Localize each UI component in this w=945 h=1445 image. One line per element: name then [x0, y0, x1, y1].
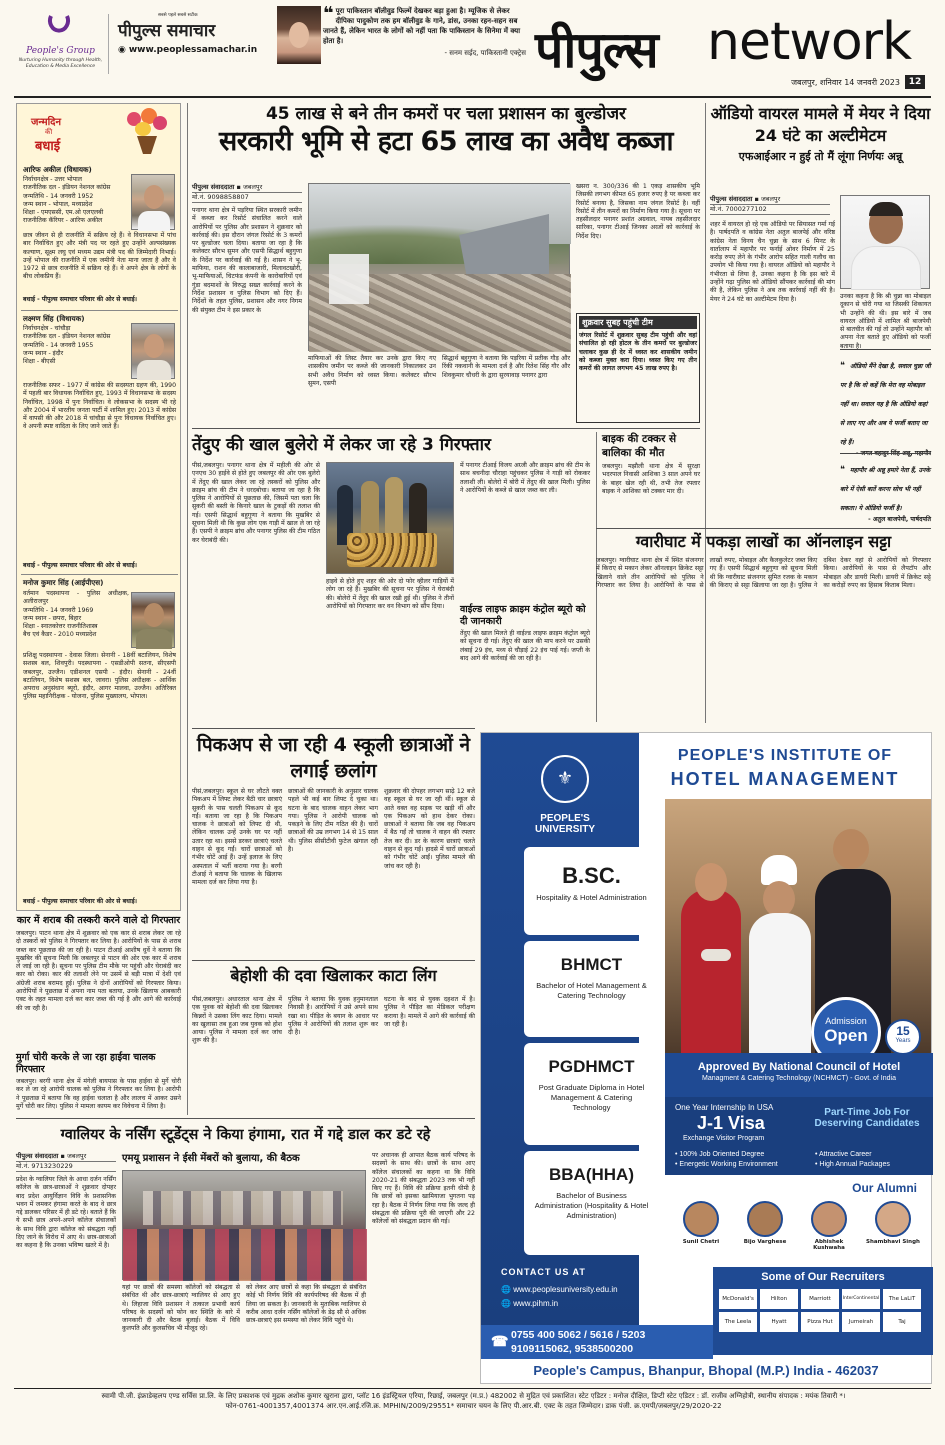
person3-bio: प्रशिक्षु पदस्थापना - देवास जिला। सेनानी - 18वीं बटालियन, विशेष सशस्त्र बल, शिवपुरी। पदस्थापना - एसडीओपी सतना, सीएसपी जबलपुर, उज्जैन। एडीशनल एसपी - इंदौर। सेनानी - 24वीं बटालियन, विशेष सशस्त्र बल, जावरा। पुलिस अधीक्षक - आर्थिक अपराध अनुसंधान ब्यूरो, इंदौर, आगर मालवा, उज्जैन। अतिरिक्त पुलिस महानिरीक्षक - योजना, पुलिस मुख्यालय, भोपाल। — [23, 652, 176, 701]
person2-details — [23, 325, 129, 371]
bulldozer-col4: खसरा न. 300/336 की 1 एकड़ शासकीय भूमि जिसकी लगभग कीमत 65 हजार रुपए है पर कब्जा कर रिसोर्ट बनाया है, जिसका नाम जंगल रिसोर्ट है। वहीं रिसोर्ट में तीन कमरों का निर्माण किया गया है। सूचना पर तहसीलदार पनागर प्रशांत अग्रवाल, नायब तहसीलदार सारिका, पनागर टीआई जिनका अग्र्जों को कार्रवाई के निर्देश दिए। — [576, 183, 700, 240]
peoples-group-logo — [18, 12, 103, 84]
person2-name: लक्ष्मण सिंह (विधायक) — [23, 314, 85, 323]
globe-icon: ◉ — [118, 45, 126, 55]
phone-line-1: 0755 400 5062 / 5616 / 5203 — [511, 1329, 646, 1341]
bulldozer-photo — [308, 183, 570, 351]
bulldozer-byline: पीपुल्स संवाददाता ▪ जबलपुर मो.नं. 9098858807 — [192, 183, 302, 203]
tendua-photo — [326, 462, 454, 574]
quote-icon: ❝ — [840, 361, 845, 371]
tendua-headline: तेंदुए की खाल बुलेरो में लेकर जा रहे 3 गिरफ्तार — [192, 435, 491, 455]
course-desc: Bachelor of Hotel Management & Catering Technology — [536, 981, 647, 1000]
internship-block — [665, 1097, 933, 1175]
detail-line: राजनीतिक दल - इंडियन नेशनल कांग्रेस — [23, 184, 111, 192]
alumni-avatar — [811, 1201, 847, 1237]
course-pgdhmct — [524, 1043, 659, 1145]
alumni-name: Sunil Chetri — [682, 1239, 720, 1245]
bullet-4: • High Annual Packages — [815, 1161, 890, 1168]
years-badge — [885, 1019, 921, 1055]
person2-photo — [131, 323, 175, 379]
dateline: जबलपुर, शनिवार 14 जनवरी 2023 — [791, 78, 900, 87]
detail-line: शिक्षा - स्नातकोत्तर राजनीतिशास्त्र — [23, 623, 98, 631]
intern-text: One Year Internship In USA — [675, 1103, 774, 1112]
bike-body: जबलपुर। मझौली थाना क्षेत्र में सुरक्षा भदरपाल निवासी आशिका 3 साल अपने घर के बाहर खेल रही थी, तभी तेज रफ्तार बाइक ने आशिका को टक्कर मार दी। — [602, 463, 700, 495]
small-brand — [118, 12, 268, 72]
behoshi-col1: पीसं,जबलपुर। अधारताल थाना क्षेत्र में एक युवक को बेहोशी की दवा खिलाकर किन्नरों ने उसका लिंग काट दिया। मामले का खुलासा तब हुआ जब युवक को होश आया। पुलिस ने मामला दर्ज कर जांच शुरू की है। — [192, 996, 282, 1045]
alumni-title: Our Alumni — [852, 1181, 917, 1195]
pickup-col3: शुक्रवार की दोपहर लगभग साढ़े 12 बजे वह स्कूल से घर जा रही थीं। स्कूल से आते वक्त वह सड़क पर खड़ी थीं और एक पिकअप को हाथ देकर रोका। छात्राओं ने बताया कि जब वह पिकअप में बैठ गईं तो चालक ने वाहन की रफ्तार तेज कर दी। डर के कारण छात्राएं चलते वाहन से कूद गईं। हादसे में चारों छात्राओं को गंभीर चोटें आईं। पुलिस मामले की जांच कर रही है। — [384, 788, 475, 870]
parttime-text: Part-Time Job For Deserving Candidates — [814, 1107, 920, 1129]
byline-city: जबलपुर — [66, 1152, 87, 1160]
nursing-col3: को लेकर आए छात्रों से कहा कि संबद्धता से संबंधित कोई भी निर्णय विवि की कार्यपरिषद की बैठक में ही लिया जा सकता है। जानकारी के मुताबिक ग्वालियर से करीब आधा दर्जन नर्सिंग कॉलेजों के डेढ़ सौ से अधिक छात्र-छात्राएं इस समस्या को लेकर विवि पहुंचे थे। — [246, 1284, 366, 1325]
bullet-text: High Annual Packages — [819, 1161, 890, 1168]
course-desc: Hospitality & Hotel Administration — [536, 893, 647, 902]
nursing-col4: पर अचानक ही आपात बैठक कार्य परिषद के सदस्यों के साथ की। छात्रों के साथ आए कॉलेज संचालकों का कहना था कि विवि 2020-21 की संबद्धता 2023 तक भी नहीं किए गए हैं। विवि की प्रक्रिया इतनी धीमी है कि छात्रों को इसका खामियाजा भुगतना पड़ रहा है। बैठक में निर्णय लिया गया कि जल्द ही संबद्धता की प्रक्रिया पूरी की जाएगी और 22 कॉलेजों को संबद्धता प्रदान की गई। — [372, 1152, 475, 1226]
sidebox-body: जंगल रिसोर्ट में शुक्रवार सुबह टीम पहुंची और वहां संचालित हो रही होटल के तीन कमरों पर बुल्डोजर चलाकर कुछ ही देर में ध्वस्त कर शासकीय जमीन को कब्जा मुक्त करा दिया। ध्वस्त किए गए तीन कमरों की लागत लगभग 45 लाख रुपए है। — [579, 332, 697, 373]
course-name: PGDHMCT — [548, 1057, 635, 1076]
logo-name: People's Group — [26, 46, 95, 56]
footer-line-1: स्वामी पी.जी. इंफ्राडेव्हलप एण्ड सर्विस प्रा.लि. के लिए प्रकाशक एवं मुद्रक अशोक कुमार खुराना द्वारा, प्लॉट 16 इंडस्ट्रियल एरिया, रिछाई, जबलपुर (म.प्र.) 482002 से मुद्रित एवं प्रकाशित। स्टेट एडिटर : मनोज दीक्षित, डिप्टी स्टेट एडिटर : डॉ. राजीव अग्निहोत्री, स्थानीय संपादक : मयंक तिवारी *। — [101, 1392, 846, 1400]
behoshi-col2: पुलिस ने बताया कि युवक हनुमानताल निवासी है। आरोपियों ने उसे अपने साथ रखा था। पीड़ित के बयान के आधार पर पुलिस ने आरोपियों की तलाश शुरू कर दी है। — [288, 996, 378, 1037]
course-name: BBA(HHA) — [549, 1165, 634, 1184]
recruiters-title: Some of Our Recruiters — [761, 1271, 885, 1283]
mayor-deck: एफआईआर न हुई तो मैं लूंगा निर्णयः अन्नू — [738, 150, 903, 163]
nursing-sub-headline: एमयू प्रशासन ने ईसी मेंबरों को बुलाया, की बैठक — [122, 1153, 300, 1164]
quote-text: ऑडियो मैंने देखा है, सवाल चुन्ना जी पर है कि वो कहें कि मेरा वह मोबाइल नहीं था। सवाल यह है कि ऑडियो कहां से लाए गए और अब ये फर्जी बताए जा रहे हैं। — [840, 363, 931, 446]
nursing-col2: यहां पर छात्रों की समस्या कॉलेजों को संबद्धता से संबंधित थी और छात्र-छात्राएं ग्वालियर से आए हुए थे। लिहाजा विवि प्रशासन ने तत्काल प्रभावी कार्य परिषद के सदस्यों को फोन कर स्थिति के बारे में जानकारी दी और बैठक बुलाई। बैठक में विवि कुलपति और कुलसचिव भी मौजूद रहे। — [122, 1284, 240, 1333]
web-text: www.peoplesuniversity.edu.in — [513, 1285, 618, 1294]
recruiter-logo: Hilton — [760, 1289, 798, 1309]
bulldozer-col2: माफियाओं की लिस्ट तैयार कर उनके द्वारा किए गए शासकीय जमीन पर कब्जे की जानकारी निकालकर उन सभी अवैध निर्माण को ध्वस्त किया। कलेक्टर सौरभ सुमन, एसपी — [308, 355, 436, 387]
detail-line: शिक्षा - एमएससी, एम.ओ एलएलबी — [23, 209, 104, 217]
page-number: 12 — [905, 75, 925, 89]
alumni-name: Shambhavi Singh — [866, 1239, 920, 1245]
bulldozer-kicker: 45 लाख से बने तीन कमरों पर चला प्रशासन का बुल्डोजर — [265, 104, 627, 124]
detail-line: जन्म स्थान - भोपाल, मध्यप्रदेश — [23, 200, 93, 208]
bulldozer-col1: पनागर थाना क्षेत्र में पड़रिया स्थित सरकारी जमीन में कब्जा कर रिसोर्ट संचालित करने वाले आरोपियों पर पुलिस और प्रशासन ने शुक्रवार को कार्रवाई की। इस दौरान जंगल रिसोर्ट के 3 कमरों पर बुल्डोजर चला दिया। बताया जा रहा है कि कलेक्टर सौरभ सुमन और एसपी सिद्धार्थ बहुगुणा के निर्देश पर कार्रवाई की गई है। शासन ने भू-माफिया, राशन की कालाबाजारी, मिलावटखोरी, भू-माफियाओं, चिटफंड कंपनी के कारोबारियों एवं गुंडा बदमाशों के विरुद्ध सख्त कार्रवाई करने के निर्देश प्रशासन व पुलिस विभाग को दिए हैं। निर्देशों के तहत पुलिस, प्रशासन और नगर निगम की संयुक्त टीम ने इस प्रकार के — [192, 207, 302, 314]
bullet-text: 100% Job Oriented Degree — [679, 1151, 765, 1158]
mayor-story — [710, 103, 931, 525]
contact-web-2: 🌐 www.pihm.in — [501, 1299, 559, 1308]
byline-phone: मो.नं. 9713230229 — [16, 1161, 116, 1172]
person2-bio: राजनीतिक सफर - 1977 में कांग्रेस की सदस्यता ग्रहण की, 1990 में पहली बार विधायक निर्वाचित हुए, 1993 में विधानसभा के सदस्य निर्वाचित, 1998 में पुनः निर्वाचित। वे लोकसभा के सदस्य भी रहे और 2004 में भारतीय जनता पार्टी में शामिल हुए। 2013 में कांग्रेस में वापसी की और 2018 में चांचौड़ा से पुनः विधायक निर्वाचित हुए। वे अपनी स्पष्ट वादिता के लिए जाने जाते हैं। — [23, 382, 176, 431]
bullet-2: • Energetic Working Environment — [675, 1161, 778, 1168]
tendua-col2: हाइवे से होते हुए शहर की ओर दो फोर व्हीलर गाड़ियों में लोग जा रहे हैं। मुखबिर की सूचना पर पुलिस ने घेराबंदी की। बोलेरो में तेंदुए की खाल रखी हुई थी। पुलिस ने तीनों आरोपियों को गिरफ्तार कर वन विभाग को सौंप दिया। — [326, 578, 454, 610]
recruiter-logo: InterContinental — [842, 1289, 880, 1309]
nursing-byline: पीपुल्स संवाददाता ▪ जबलपुर मो.नं. 9713230229 — [16, 1152, 116, 1172]
bullet-text: Energetic Working Environment — [679, 1161, 778, 1168]
detail-line: वर्तमान पदस्थापना - पुलिस अधीक्षक, अलीराजपुर — [23, 590, 129, 606]
approved-line-1: Approved By National Council of Hotel — [697, 1061, 901, 1073]
wine-body: जबलपुर। पाटन थाना क्षेत्र में शुक्रवार को एक कार से शराब लेकर जा रहे दो तस्करों को पुलिस ने गिरफ्तार कर लिया है। आरोपियों के पास से शराब जब्त कर पूछताछ की जा रही है। पाटन टीआई आशीष धुर्वे ने बताया कि मुखबिर की सूचना मिली कि जबलपुर से पाटन की ओर एक कार में शराब ले जाई जा रही है। सूचना पर पुलिस टीम मौके पर पहुंची और घेराबंदी कर कार को रोका। कार की तलाशी लेने पर उसमें से बड़ी मात्रा में देशी एवं अंग्रेजी शराब बरामद हुई। पुलिस ने दोनों आरोपियों को गिरफ्तार किया। आरोपियों ने पूछताछ में अपना नाम पता बताया, उनके खिलाफ आबकारी एक्ट के तहत मामला दर्ज कर कार जब्त की गई है और आगे की कार्रवाई की जा रही है। — [16, 930, 181, 1012]
years-number: 15 — [896, 1024, 910, 1038]
mayor-col2: उनका कहना है कि श्री चुन्ना का मोबाइल दूकान से चोरी गया था जिसकी शिकायत भी उन्होंने की थी। इस बारे में जब वायरल ऑडियो में शामिल श्री बाजपेयी से बातचीत की गई तो उन्होंने महापौर को अपना नेता बताते हुए ऑडियो को फर्जी बताया है। — [840, 293, 931, 350]
years-label: Years — [895, 1038, 911, 1044]
byline-phone: मो.नं. 9098858807 — [192, 192, 302, 203]
recruiter-logos — [713, 1283, 933, 1332]
website: www.peoplessamachar.in — [128, 45, 258, 55]
alumni-card — [671, 1201, 731, 1245]
recruiter-logo: Jumeirah — [842, 1312, 880, 1332]
chicken-body: जबलपुर। बरगी थाना क्षेत्र में मंगेली बायपास के पास हाईवा से मुर्गे चोरी कर ले जा रहे आरोपी चालक को पुलिस ने गिरफ्तार कर लिया है। आरोपी ने पूछताछ में बताया कि वह हाईवा चलाता है और लालच में आकर उसने मुर्गे चोरी कर लिए। पुलिस ने मामला कायम कर विवेचना में लिया है। — [16, 1078, 181, 1110]
satta-story — [596, 528, 931, 726]
byline-name: पीपुल्स संवाददाता — [16, 1152, 59, 1160]
brand-kicker: सबसे पहले सबसे सटीक — [158, 13, 198, 18]
pickup-col1: पीसं,जबलपुर। स्कूल से घर लौटते वक्त पिकअप में लिफ्ट लेकर बैठी चार छात्राएं सुकरी के पास चलती पिकअप से कूद गईं। बताया जा रहा है कि पिकअप चालक ने छात्राओं को लिफ्ट दी थी, लेकिन चालक उन्हें उनके घर पर नहीं उतार रहा था। इससे डरकर छात्राएं चलते वाहन से कूद गईं। चारों छात्राओं को गंभीर चोटें आई हैं। उन्हें इलाज के लिए अस्पताल में भर्ती कराया गया है। बरगी टीआई ने बताया कि चालक के खिलाफ मामला दर्ज कर लिया गया है। — [192, 788, 282, 887]
byline-name: पीपुल्स संवाददाता — [192, 183, 235, 191]
bulldozer-col3: सिद्धार्थ बहुगुणा ने बताया कि पड़रिया में प्रतीक गौड़ और रिंकी नकवानी के मामला दर्ज है और रितेश सिंह गौर और शिवकुमार चौधरी के द्वारा सुरयावाड़ पनागर द्वारा — [442, 355, 570, 379]
quote-by: - अतुल बाजपेयी, पार्षदपति — [868, 516, 931, 523]
nursing-story — [16, 1120, 475, 1384]
alumni-avatar — [747, 1201, 783, 1237]
recruiter-logo: Marriott — [801, 1289, 839, 1309]
recruiter-logo: The Leela — [719, 1312, 757, 1332]
quote-icon: ❝ — [840, 465, 845, 475]
alumni-row — [671, 1201, 929, 1265]
detail-line: बैच एवं कैडर - 2010 मध्यप्रदेश — [23, 631, 97, 639]
alumni-card — [735, 1201, 795, 1245]
person3-wish: बधाई - पीपुल्स समाचार परिवार की ओर से बधाई। — [23, 898, 137, 905]
wine-headline: कार में शराब की तस्करी करने वाले दो गिरफ्तार — [16, 915, 181, 926]
footer-line-2: फोन-0761-4001357,4001374 आर.एन.आई.रजि.क्र. MPHIN/2009/29551* समाचार चयन के लिए पी.आर.बी. एक्ट के तहत जिम्मेदार। डाक पंजी. क्र.एमपी/जबलपुर/29/2020-22 — [225, 1402, 722, 1410]
behoshi-story — [192, 964, 475, 1116]
detail-line: जन्मतिथि - 14 जनवरी 1969 — [23, 606, 94, 614]
bulldozer-story — [192, 103, 700, 426]
birthday-heading-1: जन्मदिन — [31, 117, 62, 128]
nursing-photo — [122, 1170, 366, 1280]
course-bhmct — [524, 941, 659, 1037]
person2-wish: बधाई - पीपुल्स समाचार परिवार की ओर से बधाई। — [23, 562, 137, 569]
mayor-headline: ऑडियो वायरल मामले में मेयर ने दिया 24 घंटे का अल्टीमेटम — [710, 104, 931, 145]
satta-headline: ग्वारीघाट में पकड़ा लाखों का ऑनलाइन सट्टा — [635, 532, 892, 551]
detail-line: निर्वाचनक्षेत्र - चांचौड़ा — [23, 325, 71, 332]
pickup-col2: छात्राओं की जानकारी के अनुसार चालक पहले भी कई बार लिफ्ट दे चुका था। घटना के बाद चालक वाहन लेकर भाग गया। पुलिस ने आरोपी चालक को पकड़ने के लिए टीम गठित की है। चारों छात्राओं की उम्र लगभग 14 से 15 साल थी। पुलिस सीसीटीवी फुटेज खंगाल रही है। — [288, 788, 378, 854]
tendua-story — [192, 432, 590, 722]
byline-name: पीपुल्स संवाददाता — [710, 195, 753, 203]
approved-line-2: Managment & Catering Technology (NCHMCT) - Govt. of India — [701, 1075, 896, 1082]
bullet-3: • Attractive Career — [815, 1151, 872, 1158]
course-desc: Post Graduate Diploma in Hotel Management & Catering Technology — [538, 1083, 645, 1112]
actress-photo — [277, 6, 321, 64]
person1-bio: छात्र जीवन से ही राजनीति में सक्रिय रहे हैं। वे विधानसभा में पांच बार निर्वाचित हुए और मंत्री पद पर रहते हुए उन्होंने अल्पसंख्यक कल्याण, सूक्ष्म लघु एवं मध्यम उद्यम मंत्री पद की जिम्मेदारी निभाई। उन्हें भोपाल की राजनीति में एक जमीनी नेता माना जाता है और वे 1972 से छात्र राजनीति में सक्रिय रहे हैं। वे अपने क्षेत्र के लोगों के बीच लोकप्रिय हैं। — [23, 232, 176, 281]
phone-line-2: 9109115062, 9538500200 — [511, 1343, 634, 1355]
course-bba — [524, 1151, 659, 1255]
birthday-heading-2: की — [45, 128, 53, 136]
bike-headline: बाइक की टक्कर से बालिका की मौत — [602, 433, 677, 459]
behoshi-headline: बेहोशी की दवा खिलाकर काटा लिंग — [230, 966, 437, 985]
paper-title-network: network — [707, 12, 912, 72]
person1-name: आरिफ अकील (विधायक) — [23, 165, 92, 174]
brand-small-title: पीपुल्स समाचार — [118, 21, 216, 41]
pickup-headline: पिकअप से जा रही 4 स्कूली छात्राओं ने लगाई छलांग — [196, 734, 471, 782]
detail-line: राजनीतिक दल - इंडियन नेशनल कांग्रेस — [23, 333, 111, 341]
masthead — [0, 0, 945, 100]
mayor-photo — [840, 195, 930, 289]
phone-strip — [481, 1325, 713, 1359]
course-desc: Bachelor of Business Administration (Hospitality & Hotel Administration) — [534, 1191, 649, 1220]
mayor-quote-1 — [840, 349, 931, 457]
quote-author: - सनम सईद, पाकिस्तानी एक्ट्रेस — [444, 49, 526, 57]
recruiter-logo: Hyatt — [760, 1312, 798, 1332]
chicken-story — [16, 1052, 181, 1114]
course-name: BHMCT — [560, 955, 623, 974]
university-emblem — [541, 755, 589, 803]
nursing-headline: ग्वालियर के नर्सिंग स्टूडेंट्स ने किया हंगामा, रात में गद्दे डाल कर डटे रहे — [60, 1127, 431, 1143]
detail-line: जन्म स्थान - इंदौर — [23, 349, 64, 357]
person3-name: मनोज कुमार सिंह (आईपीएस) — [23, 578, 104, 587]
recruiter-logo: The LaLiT — [883, 1289, 921, 1309]
bullet-1: • 100% Job Oriented Degree — [675, 1151, 765, 1158]
lamp-icon: ⚜ — [556, 768, 574, 789]
birthday-section — [16, 103, 181, 911]
tendua-col3: में पनागर टीआई विजय अग्र्जी और क्राइम ब्रांच की टीम के साथ बचनीदा चौराहा पहुंचकर पुलिस ने गाड़ी को रोककर तलाशी ली। बोलेरो में बोरी में तेंदुए की खाल मिली। पुलिस ने आरोपियों के कब्जे से खाल जब्त कर ली। — [460, 462, 590, 494]
quote-text: पूरा पाकिस्तान बॉलीवुड फिल्में देखकर बड़ा हुआ है। म्यूजिक से लेकर दीपिका पादुकोण तक हम बॉलीवुड के गाने, डांस, उनका रहन-सहन सब जानते हैं, लेकिन भारत के लोगों को नहीं पता कि पाकिस्तान के सिनेमा में क्या होता है। — [323, 7, 521, 45]
detail-line: जन्म स्थान - छपरा, बिहार — [23, 614, 82, 622]
chicken-headline: मुर्गा चोरी करके ले जा रहा हाईवा चालक गिरफ्तार — [16, 1052, 156, 1075]
contact-web-1: 🌐 www.peoplesuniversity.edu.in — [501, 1285, 618, 1294]
logo-tagline: Nurturing Humanity through Health, Education & Media Excellence — [18, 58, 103, 69]
admission-line-1: Admission — [825, 1016, 867, 1026]
alumni-avatar — [683, 1201, 719, 1237]
sidebox-title: शुक्रवार सुबह पहुंची टीम — [579, 316, 697, 329]
campus-address: People's Campus, Bhanpur, Bhopal (M.P.) India - 462037 — [481, 1359, 931, 1383]
behoshi-col3: घटना के बाद से युवक दहशत में है। पुलिस ने पीड़ित का मेडिकल परीक्षण कराया है। मामले में आगे की कार्रवाई की जा रही है। — [384, 996, 475, 1028]
person1-photo — [131, 174, 175, 230]
horseshoe-logo-icon — [44, 12, 74, 42]
visa-sub: Exchange Visitor Program — [683, 1135, 765, 1142]
bullet-text: Attractive Career — [819, 1151, 872, 1158]
satta-body: जबलपुर। ग्वारीघाट थाना क्षेत्र में स्थित संजनगर में किराए से मकान लेकर ऑनलाइन क्रिकेट सट्टा खिलाने वाले तीन आरोपियों को पुलिस ने गिरफ्तार कर लिया है। आरोपियों के पास से लाखों रुपए, मोबाइल और कैलकुलेटर जब्त किए गए हैं। एसपी सिद्धार्थ बहुगुणा को सूचना मिली थी कि ग्वारीघाट संजनगर सुमित रजक के मकान की किराए से सट्टा खिलाया जा रहा है। पुलिस ने दबिश देकर वहां से आरोपियों को गिरफ्तार किया। आरोपियों के पास से लैपटॉप और मोबाइल और डायरी मिली। डायरी में क्रिकेट सट्टे का करोड़ों रुपए का हिसाब किताब मिला। — [596, 557, 931, 589]
approved-banner — [665, 1053, 933, 1097]
person3-photo — [131, 592, 175, 648]
tendua-sub-body: तेंदुए की खाल मिलते ही वाईल्ड लाइफ क्राइम कंट्रोल ब्यूरो को सूचना दी गई। तेंदुए की खाल की माप करने पर उसकी लंबाई 29 इंच, मध्य से चौड़ाई 22 इंच पाई गई। जप्ती के बाद आगे की कार्रवाई की जा रही है। — [460, 630, 590, 662]
birthday-header — [17, 104, 182, 160]
contact-title: CONTACT US AT — [501, 1267, 586, 1277]
masthead-quote-box — [323, 3, 526, 82]
mayor-quote-2 — [840, 453, 931, 523]
course-bsc — [524, 847, 659, 935]
person3-details — [23, 590, 129, 650]
visa-text: J-1 Visa — [697, 1113, 765, 1133]
pickup-story — [192, 732, 475, 957]
alumni-card — [799, 1201, 859, 1251]
recruiters-block — [713, 1267, 933, 1355]
detail-line: जन्मतिथि - 14 जनवरी 1952 — [23, 192, 94, 200]
detail-line: शिक्षा - बीएसी — [23, 358, 56, 366]
wine-story — [16, 915, 181, 1050]
detail-line: जन्मतिथि - 14 जनवरी 1955 — [23, 341, 94, 349]
paper-title — [535, 12, 935, 79]
detail-line: राजनीतिक कॅरियर - आरिफ अकील — [23, 217, 103, 225]
tendua-sub-headline: वाईल्ड लाइफ क्राइम कंट्रोल ब्यूरो को दी जानकारी — [460, 604, 586, 627]
quote-by: - जगत बहादुर सिंह अन्नू, महापौर — [855, 450, 931, 457]
ad-title-2: HOTEL MANAGEMENT — [670, 769, 900, 789]
byline-city: जबलपुर — [760, 195, 781, 203]
footer-imprint — [16, 1391, 931, 1427]
tendua-col1: पीसं,जबलपुर। पनागर थाना क्षेत्र में महीली की ओर से एनएच 30 हाईवे से होते हुए जबलपुर की ओर एक बुलेरो में तेंदुए की खाल लेकर जा रहे तस्करों को पुलिस और क्राइम ब्रांच की टीम ने धरदबोचा। बताया जा रहा है कि पुलिस ने आरोपियों से पूछताछ की, जिसमें पता चला कि सुकरी की बस्ती के किनारे खाल के टुकड़ों की तलाश की गई। एसपी सिद्धार्थ बहुगुणा ने बताया कि मुखबिर से सूचना मिली थी कि कुछ लोग एक गाड़ी में खाल ले जा रहे हैं। एसपी ने क्राइम ब्रांच और पनागर पुलिस की टीम गठित कर घेराबंदी की। — [192, 462, 320, 544]
staff-photo — [665, 799, 931, 1053]
birthday-heading-3: बधाई — [35, 139, 61, 154]
quote-icon: ❝ — [323, 3, 334, 24]
alumni-name: Abhishek Kushwaha — [813, 1239, 845, 1251]
mayor-col1: शहर में वायरल हो रहे एक ऑडियो पर सियासत गर्मा गई है। पार्षदपति व कांग्रेस नेता अतुल बाजपेई और वरिष्ठ कांग्रेस नेता विनय चैन चुन्ना के साथ 6 मिनट के वार्तालाप में महापौर पर फर्नाई ओवर निर्माण में 25 करोड़ रुपए लेने के गंभीर आरोप सहित गाली गलौच का उपयोग भी किया गया है। वायरल ऑडियो को महापौर ने गंभीरता से लिया है, उनका कहना है कि इस बारे में उन्होंने गढ़ा पुलिस को ऑडियो सौंपकर कार्रवाई की मांग की है, लेकिन पुलिस ने अब तक कार्रवाई नहीं की है। मेयर ने 24 घंटे का अल्टीमेटम दिया है। — [710, 221, 835, 303]
recruiter-logo: McDonald's — [719, 1289, 757, 1309]
bulldozer-headline: सरकारी भूमि से हटा 65 लाख का अवैध कब्जा — [219, 126, 673, 157]
course-name: B.SC. — [562, 863, 621, 888]
alumni-name: Bijo Varghese — [743, 1239, 787, 1245]
alumni-avatar — [875, 1201, 911, 1237]
mayor-byline: पीपुल्स संवाददाता ▪ जबलपुर मो.नं. 7000277102 — [710, 195, 830, 215]
bulldozer-sidebox — [576, 313, 700, 423]
person1-details — [23, 176, 129, 230]
alumni-card — [863, 1201, 923, 1245]
detail-line: निर्वाचनक्षेत्र - उत्तर भोपाल — [23, 176, 82, 183]
flower-bouquet-icon — [121, 108, 173, 156]
byline-phone: मो.नं. 7000277102 — [710, 204, 830, 215]
recruiter-logo: Taj — [883, 1312, 921, 1332]
person1-wish: बधाई - पीपुल्स समाचार परिवार की ओर से बधाई। — [23, 296, 137, 303]
quote-text: महापौर श्री अन्नू हमारे नेता हैं, उनके बारे में ऐसी बातें करना सोच भी नहीं सकता। ये ऑडियो फर्जी है। — [840, 467, 931, 512]
web-text: www.pihm.in — [513, 1299, 559, 1308]
ad-title-1: PEOPLE'S INSTITUTE OF — [677, 747, 893, 764]
recruiter-logo: Pizza Hut — [801, 1312, 839, 1332]
university-name: PEOPLE'S UNIVERSITY — [534, 813, 595, 835]
hotel-management-ad — [480, 732, 932, 1384]
byline-city: जबलपुर — [242, 183, 263, 191]
admission-line-2: Open — [824, 1026, 868, 1045]
phone-icon: ☎ — [491, 1333, 509, 1349]
paper-title-hindi: पीपुल्स — [535, 20, 658, 79]
nursing-col1: प्रदेश के ग्वालियर जिले के आधा दर्जन नर्सिंग कॉलेज के छात्र-छात्राओं ने शुक्रवार दोपहर बाद प्रदेश आयुर्विज्ञान विवि के प्रशासनिक भवन में जमकर हंगामा करते के बाद वे छात्र गद्दे डालकर परिसर में ही डटे रहे। बताते हैं कि ये सभी छात्र अपने-अपने कॉलेज संचालकों के साथ विवि द्वारा कॉलेज को संबद्धता नहीं दिए जाने के विरोध में आए थे। छात्र-छात्राओं का कहना है कि उनका भविष्य खतरे में है। — [16, 1176, 116, 1250]
